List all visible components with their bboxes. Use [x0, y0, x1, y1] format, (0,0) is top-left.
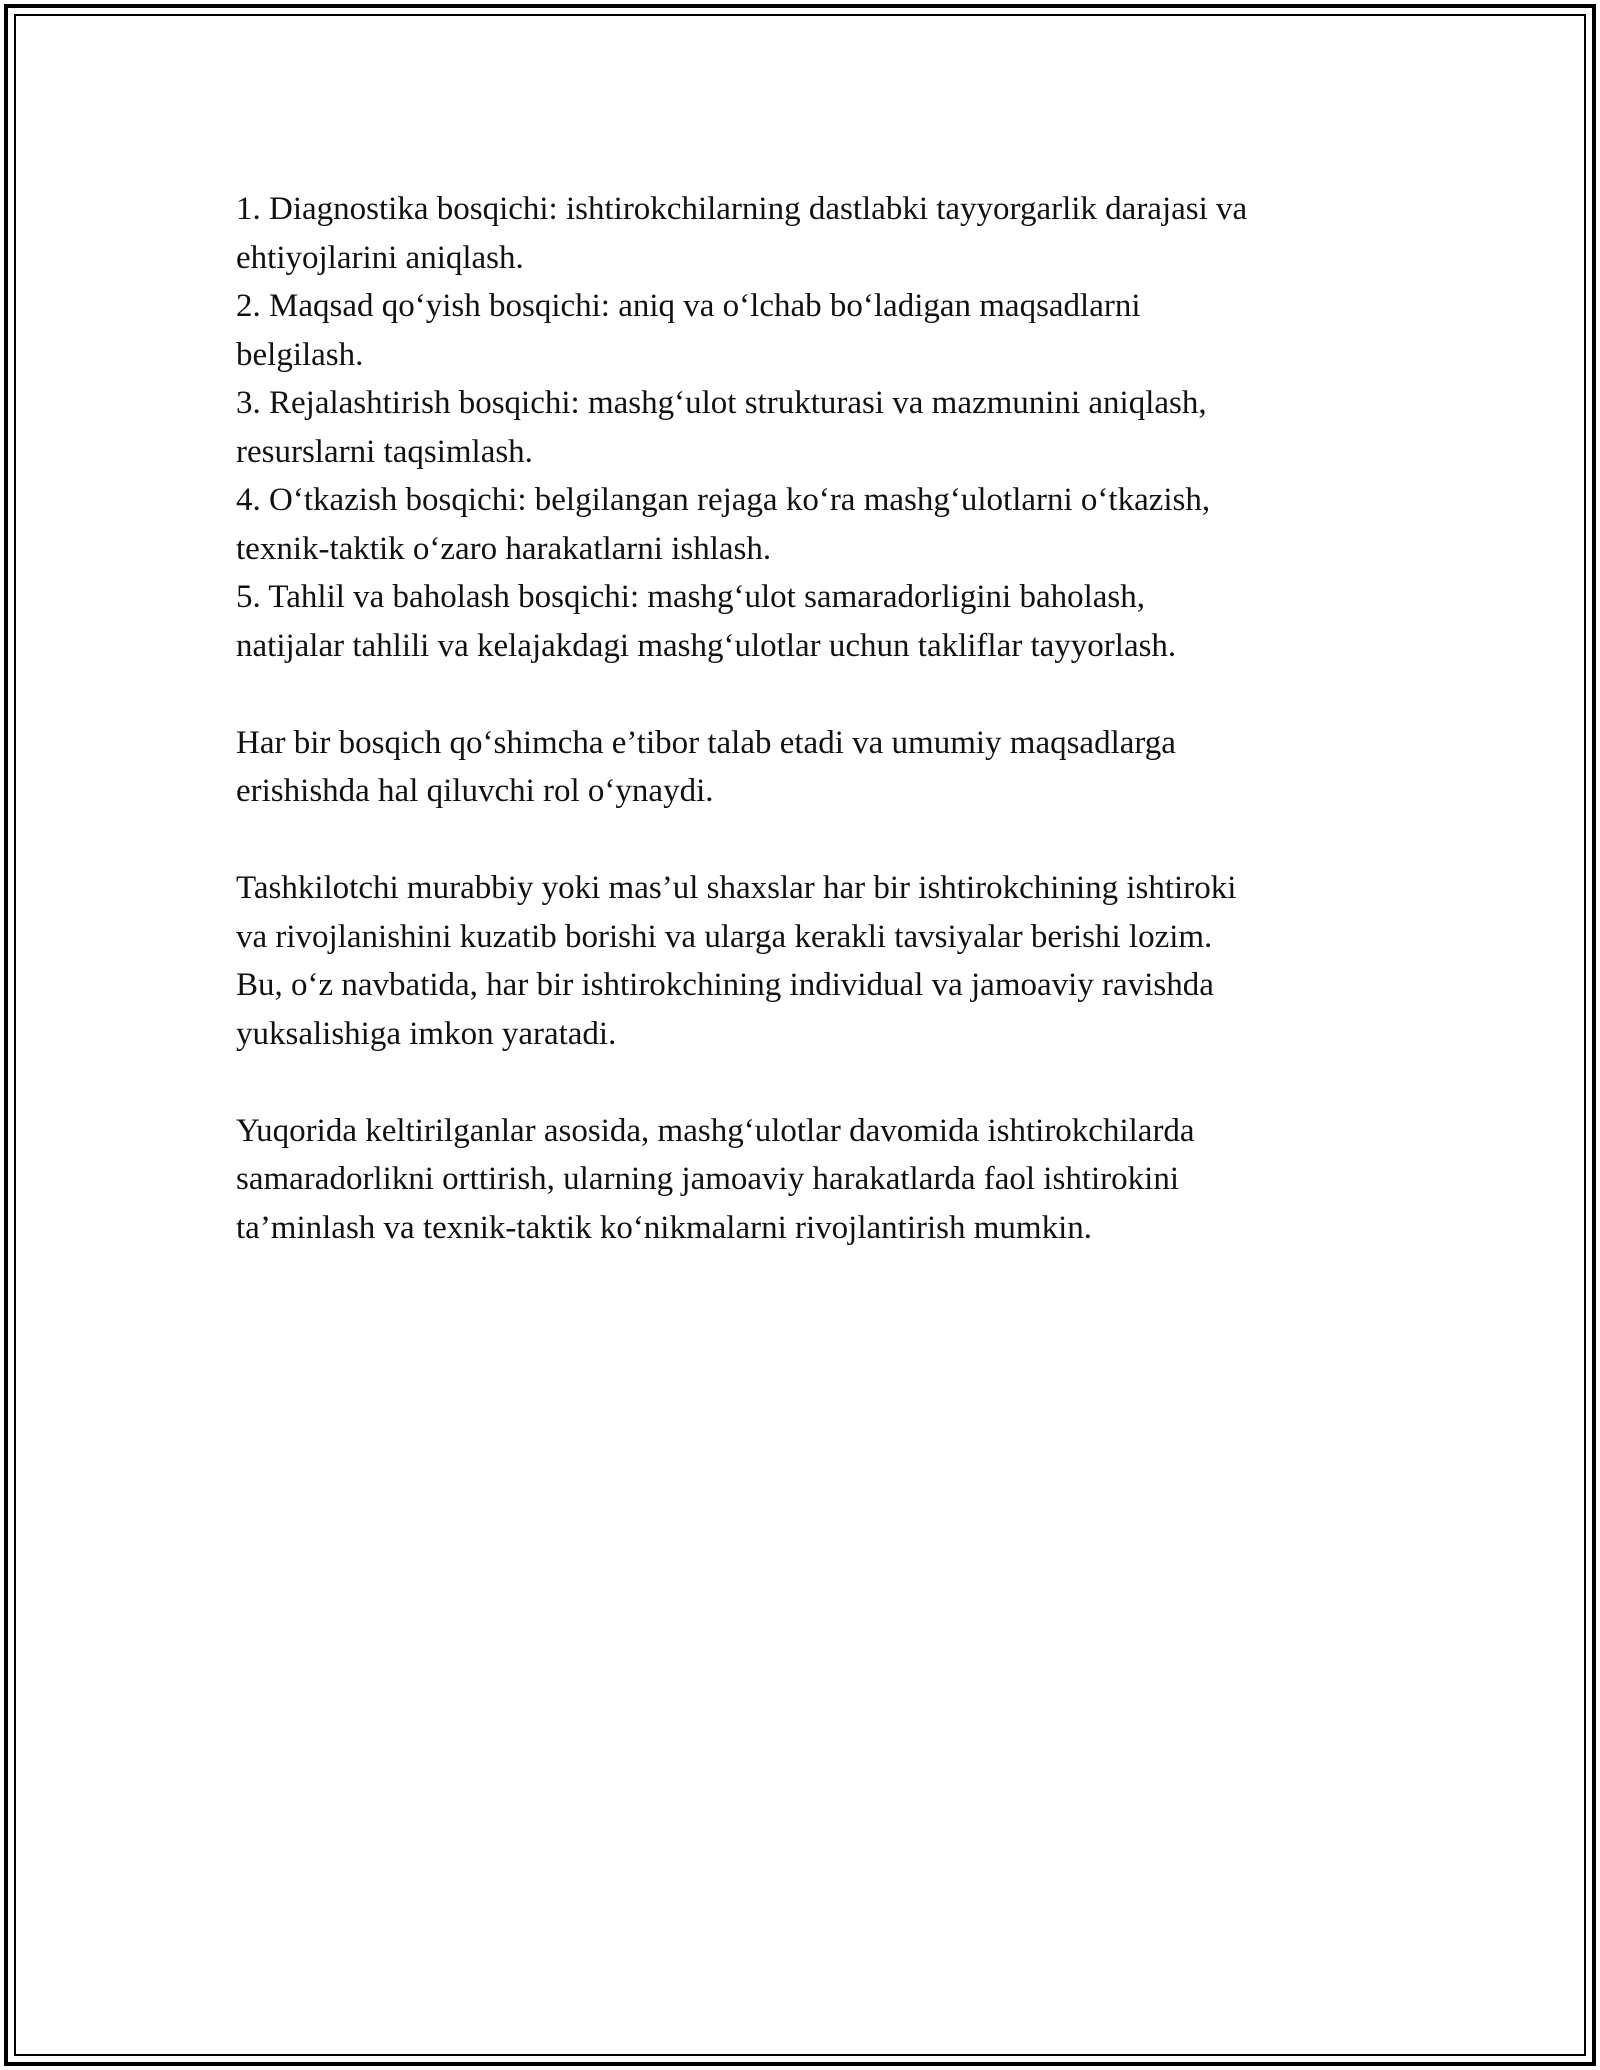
list-item-line: belgilash. — [236, 336, 364, 373]
paragraph-gap — [236, 1058, 1416, 1107]
paragraph-responsibility — [236, 864, 1416, 1058]
paragraph-line: yuksalishiga imkon yaratadi. — [236, 1015, 617, 1052]
paragraph-line: erishishda hal qiluvchi rol o‘ynaydi. — [236, 773, 714, 809]
list-item-line: natijalar tahlili va kelajakdagi mashg‘ulotlar uchun takliflar tayyorlash. — [236, 627, 1177, 664]
paragraph-line: va rivojlanishini kuzatib borishi va ularga kerakli tavsiyalar berishi lozim. — [236, 918, 1213, 955]
paragraph-conclusion — [236, 1107, 1416, 1253]
list-item — [236, 185, 1416, 282]
list-item — [236, 282, 1416, 379]
list-item-line: 4. O‘tkazish bosqichi: belgilangan rejaga ko‘ra mashg‘ulotlarni o‘tkazish, — [236, 482, 1211, 518]
list-item — [236, 476, 1416, 573]
paragraph-line: Har bir bosqich qo‘shimcha e’tibor talab etadi va umumiy maqsadlarga — [236, 724, 1176, 761]
document-body — [236, 185, 1416, 1252]
paragraph-line: samaradorlikni orttirish, ularning jamoaviy harakatlarda faol ishtirokini — [236, 1161, 1179, 1197]
stages-list — [236, 185, 1416, 670]
paragraph-gap — [236, 816, 1416, 865]
paragraph-summary — [236, 719, 1416, 816]
list-item — [236, 379, 1416, 476]
paragraph-line: Tashkilotchi murabbiy yoki mas’ul shaxslar har bir ishtirokchining ishtiroki — [236, 870, 1237, 906]
list-item-line: 2. Maqsad qo‘yish bosqichi: aniq va o‘lchab bo‘ladigan maqsadlarni — [236, 288, 1141, 324]
list-item-line: 1. Diagnostika bosqichi: ishtirokchilarning dastlabki tayyorgarlik darajasi va — [236, 191, 1248, 227]
paragraph-line: Yuqorida keltirilganlar asosida, mashg‘ulotlar davomida ishtirokchilarda — [236, 1112, 1195, 1149]
list-item — [236, 573, 1416, 670]
list-item-line: texnik-taktik o‘zaro harakatlarni ishlash. — [236, 530, 772, 567]
paragraph-line: ta’minlash va texnik-taktik ko‘nikmalarni rivojlantirish mumkin. — [236, 1209, 1093, 1246]
list-item-line: resurslarni taqsimlash. — [236, 433, 533, 470]
paragraph-line: Bu, o‘z navbatida, har bir ishtirokchining individual va jamoaviy ravishda — [236, 967, 1214, 1003]
list-item-line: 3. Rejalashtirish bosqichi: mashg‘ulot strukturasi va mazmunini aniqlash, — [236, 385, 1207, 421]
paragraph-gap — [236, 670, 1416, 719]
list-item-line: 5. Tahlil va baholash bosqichi: mashg‘ulot samaradorligini baholash, — [236, 579, 1145, 615]
list-item-line: ehtiyojlarini aniqlash. — [236, 239, 524, 276]
